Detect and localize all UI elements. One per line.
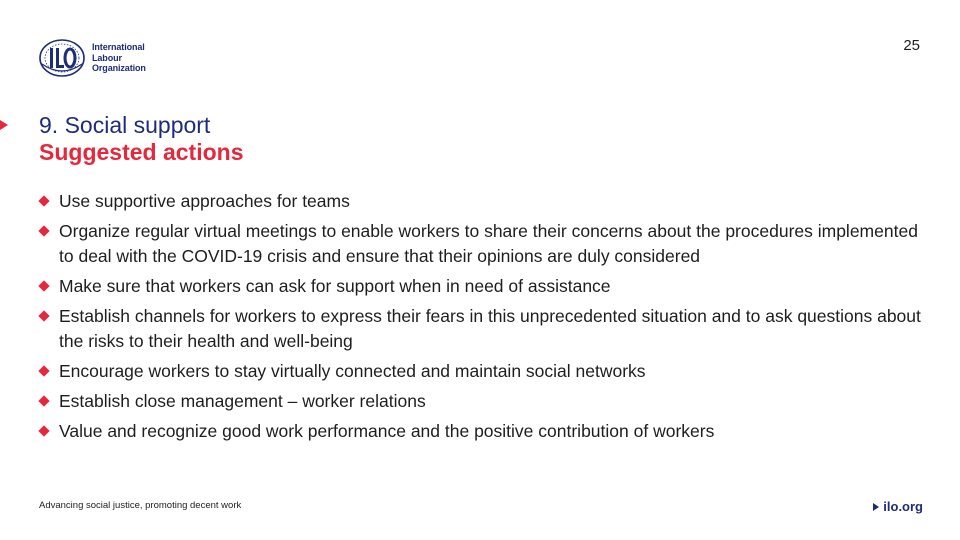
bullet-item (38, 189, 928, 214)
arrow-right-icon (873, 503, 879, 511)
logo-line: Labour (92, 52, 122, 63)
bullet-item (38, 219, 928, 269)
bullet-text: Establish close management – worker relations (59, 391, 426, 411)
bullet-item (38, 359, 928, 384)
ilo-emblem-icon (38, 38, 86, 78)
slide-title: 9. Social support (39, 112, 211, 138)
bullet-text: Make sure that workers can ask for support when in need of assistance (59, 276, 611, 296)
bullet-text: Use supportive approaches for teams (59, 191, 350, 211)
bullet-item (38, 419, 928, 444)
bullet-item (38, 274, 928, 299)
diamond-bullet-icon (38, 310, 49, 321)
footer-tagline: Advancing social justice, promoting decent work (39, 500, 242, 511)
bullet-item (38, 304, 928, 354)
slide-subtitle: Suggested actions (39, 139, 244, 165)
logo-wordmark (92, 42, 146, 74)
bullet-text: Establish channels for workers to express their fears in this unprecedented situation and to ask questions about the risks to their health and well-being (59, 306, 921, 351)
diamond-bullet-icon (38, 280, 49, 291)
page-number: 25 (903, 37, 920, 54)
diamond-bullet-icon (38, 365, 49, 376)
bullet-text: Encourage workers to stay virtually connected and maintain social networks (59, 361, 646, 381)
diamond-bullet-icon (38, 395, 49, 406)
ilo-link-label: ilo.org (883, 499, 923, 514)
ilo-logo (38, 38, 158, 78)
logo-line: Organization (92, 63, 146, 73)
logo-line: International (92, 42, 145, 52)
diamond-bullet-icon (38, 195, 49, 206)
bullet-list (38, 189, 928, 449)
triangle-marker-icon (0, 120, 8, 130)
bullet-text: Organize regular virtual meetings to enable workers to share their concerns about the procedures implemented to deal with the COVID-19 crisis and ensure that their opinions are duly considered (59, 221, 918, 266)
bullet-text: Value and recognize good work performance and the positive contribution of workers (59, 421, 715, 441)
diamond-bullet-icon (38, 225, 49, 236)
ilo-link[interactable] (873, 499, 923, 514)
diamond-bullet-icon (38, 425, 49, 436)
slide-heading (39, 112, 243, 166)
bullet-item (38, 389, 928, 414)
